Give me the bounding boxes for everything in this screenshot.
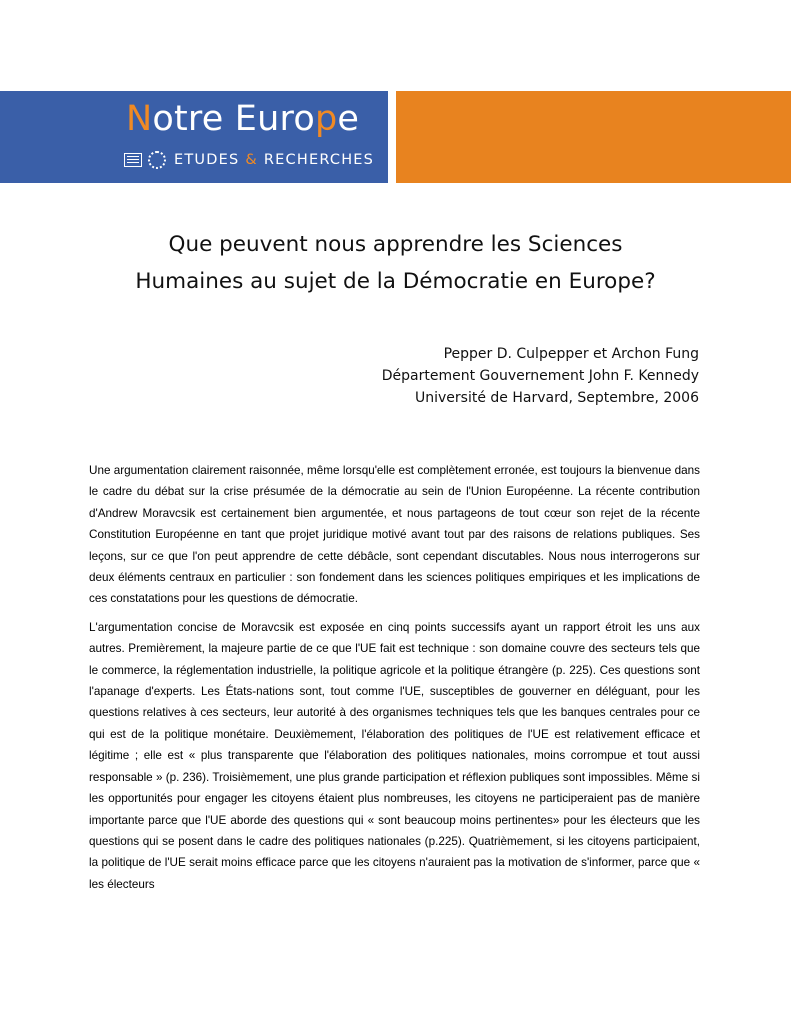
author-affiliation-date: Université de Harvard, Septembre, 2006 [415, 390, 699, 406]
document-title [0, 226, 791, 300]
header-banner [0, 91, 791, 183]
logo-text-mid: otre Euro [152, 99, 315, 139]
logo-block [116, 91, 388, 183]
logo-letter-n: N [126, 99, 153, 139]
logo-letter-p: p [314, 99, 338, 139]
logo-text-end: e [337, 99, 360, 139]
body-text [89, 460, 700, 902]
banner-left-band [0, 91, 116, 183]
paragraph-1: Une argumentation clairement raisonnée, même lorsqu'elle est complètement erronée, est toujours la bienvenue dans le cadre du débat sur la crise présumée de la démocratie au sein de l'Union Européenne. La récente contribution d'Andrew Moravcsik est certainement bien argumentée, et nous partageons de tout cœur son rejet de la récente Constitution Européenne en tant que projet juridique motivé avant tout par des raisons de relations publiques. Ses leçons, sur ce que l'on peut apprendre de cette débâcle, sont cependant discutables. Nous nous interrogerons sur deux éléments centraux en particulier : son fondement dans les sciences politiques empiriques et les implications de ces constatations pour les questions de démocratie. [89, 464, 700, 606]
paragraph-2: L'argumentation concise de Moravcsik est exposée en cinq points successifs ayant un rapport étroit les uns aux autres. Premièrement, la majeure partie de ce que l'UE fait est technique : son domaine couvre des secteurs tels que le commerce, la réglementation industrielle, la politique agricole et la politique étrangère (p. 225). Ces questions sont l'apanage d'experts. Les États-nations sont, tout comme l'UE, susceptibles de gouverner en déléguant, pour les questions relatives à ces secteurs, leur autorité à des organismes techniques tels que les banques centrales pour ce qui est de la politique monétaire. Deuxièmement, l'élaboration des politiques de l'UE est relativement efficace et légitime ; elle est « plus transparente que l'élaboration des politiques nationales, moins corrompue et tout aussi responsable » (p. 236). Troisièmement, une plus grande participation et réflexion publiques sont impossibles. Même si les opportunités pour engager les citoyens étaient plus nombreuses, les citoyens ne participeraient pas de manière importante parce que l'UE aborde des questions qui « sont beaucoup moins pertinentes» pour les électeurs que les questions qui se posent dans le cadre des politiques nationales (p.225). Quatrièmement, si les citoyens participaient, la politique de l'UE serait moins efficace parce que les citoyens n'auraient pas la motivation de s'informer, parce que « les électeurs [89, 620, 700, 891]
title-line-1: Que peuvent nous apprendre les Sciences [168, 232, 623, 257]
subtitle-etudes: ETUDES [174, 152, 240, 168]
author-names: Pepper D. Culpepper et Archon Fung [443, 346, 699, 362]
author-block [382, 343, 699, 409]
banner-orange-band [396, 91, 791, 183]
eu-stars-icon [148, 151, 166, 169]
author-department: Département Gouvernement John F. Kennedy [381, 368, 699, 384]
logo-title [126, 99, 359, 139]
banner-divider [388, 91, 396, 183]
document-icon [124, 153, 142, 167]
subtitle-ampersand: & [245, 152, 258, 168]
subtitle-recherches: RECHERCHES [263, 152, 375, 168]
logo-subtitle [124, 148, 374, 172]
title-line-2: Humaines au sujet de la Démocratie en Europe? [135, 269, 656, 294]
